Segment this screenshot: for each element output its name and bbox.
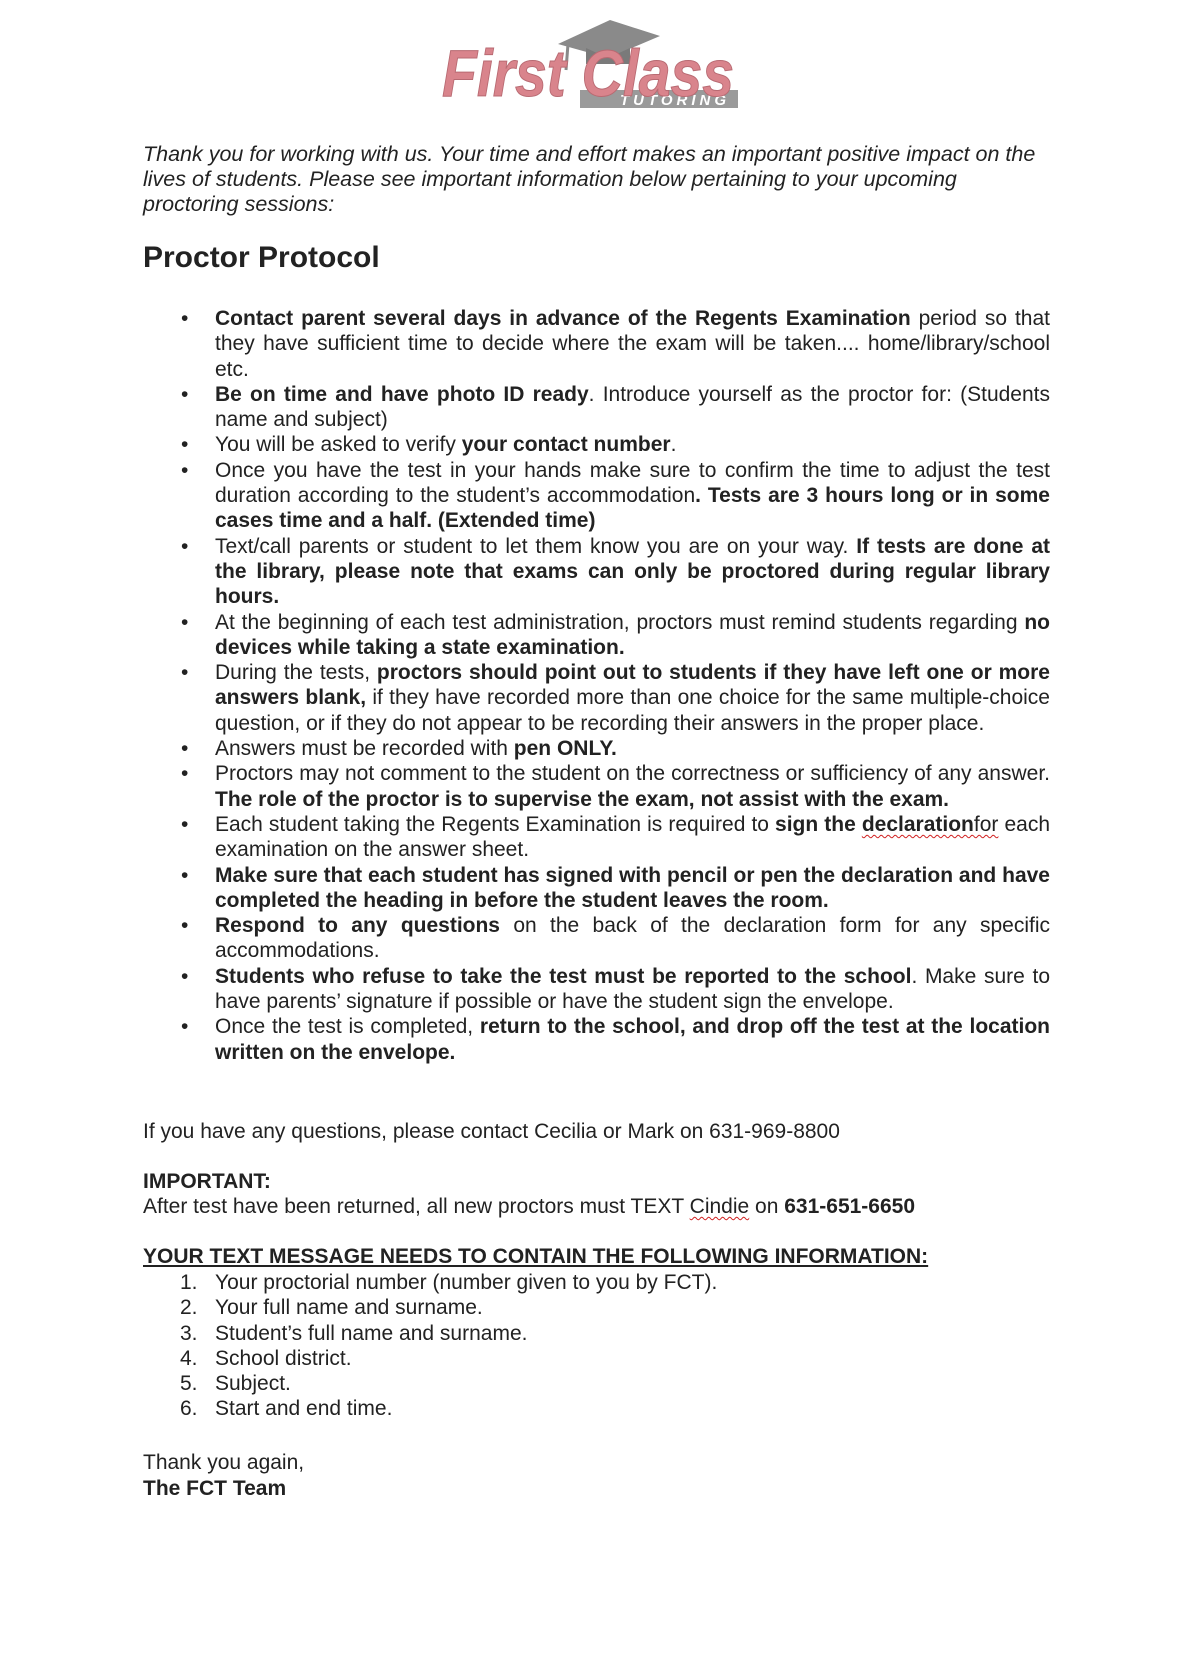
important-text-before: After test have been returned, all new proctors must TEXT bbox=[143, 1195, 690, 1218]
protocol-item-text: return to the school, and drop off the test at the location written on the envelope. bbox=[215, 1015, 1050, 1064]
protocol-item-text: . bbox=[670, 433, 677, 457]
protocol-item bbox=[215, 432, 1050, 457]
protocol-item bbox=[215, 812, 1050, 863]
requirement-number: 3. bbox=[180, 1321, 198, 1345]
protocol-item-text: if they have recorded more than one choice for the same multiple-choice question, or if they do not appear to be recording their answers in the proper place. bbox=[215, 686, 1050, 735]
closing-line: Thank you again, bbox=[143, 1451, 305, 1474]
requirement-text: Your full name and surname. bbox=[215, 1296, 483, 1320]
important-phone: 631-651-6650 bbox=[784, 1195, 916, 1218]
requirement-text: Start and end time. bbox=[215, 1397, 393, 1421]
protocol-item-text: Answers must be recorded with bbox=[215, 737, 514, 761]
protocol-item-text: Once the test is completed, bbox=[215, 1015, 480, 1039]
important-heading: IMPORTANT: bbox=[143, 1170, 271, 1193]
protocol-item-text: pen ONLY. bbox=[513, 737, 617, 761]
contact-line: If you have any questions, please contact Cecilia or Mark on 631-969-8800 bbox=[143, 1120, 840, 1143]
protocol-item-text: Be on time and have photo ID ready bbox=[215, 382, 589, 406]
requirement-item bbox=[180, 1346, 717, 1371]
protocol-item bbox=[215, 660, 1050, 736]
important-text bbox=[143, 1194, 915, 1219]
protocol-item bbox=[215, 736, 1050, 761]
protocol-item bbox=[215, 1014, 1050, 1065]
requirement-number: 4. bbox=[180, 1346, 198, 1370]
protocol-item bbox=[215, 610, 1050, 661]
protocol-item-text: sign the bbox=[775, 812, 862, 836]
message-requirements-list bbox=[180, 1270, 717, 1422]
protocol-item-text: declaration bbox=[861, 812, 974, 836]
protocol-item bbox=[215, 761, 1050, 812]
requirement-text: Subject. bbox=[215, 1372, 291, 1396]
protocol-item-text: You will be asked to verify bbox=[215, 433, 462, 457]
protocol-item-text: no devices while taking a state examination. bbox=[215, 610, 1050, 659]
protocol-item-text: proctors should point out to students if they have left one or more answers blank, bbox=[215, 661, 1050, 710]
protocol-item bbox=[215, 382, 1050, 433]
requirement-item bbox=[180, 1270, 717, 1295]
requirement-item bbox=[180, 1321, 717, 1346]
intro-paragraph: Thank you for working with us. Your time and effort makes an important positive impact on the lives of students. Please see important information below pertaining to your upcoming proctoring sessions: bbox=[143, 142, 1036, 216]
requirement-text: Your proctorial number (number given to you by FCT). bbox=[215, 1271, 718, 1294]
protocol-item-text: period so that they have sufficient time to decide where the exam will be taken.... home/library/school etc. bbox=[215, 307, 1050, 381]
protocol-item-text: At the beginning of each test administration, proctors must remind students regarding bbox=[215, 610, 1025, 634]
protocol-item bbox=[215, 913, 1050, 964]
protocol-item-text: Respond to any questions bbox=[215, 914, 500, 938]
requirement-text: Student’s full name and surname. bbox=[215, 1321, 528, 1345]
protocol-item bbox=[215, 964, 1050, 1015]
protocol-item-text: The role of the proctor is to supervise the exam, not assist with the exam. bbox=[215, 787, 950, 811]
protocol-item bbox=[215, 534, 1050, 610]
protocol-item bbox=[215, 863, 1050, 914]
logo-tagline: TUTORING bbox=[619, 92, 730, 109]
requirement-text: School district. bbox=[215, 1346, 352, 1370]
requirement-item bbox=[180, 1396, 717, 1421]
protocol-item-text: . Make sure to have parents’ signature if possible or have the student sign the envelope. bbox=[215, 964, 1050, 1014]
protocol-item-text: your contact number bbox=[461, 433, 671, 457]
logo-wordmark: First Class bbox=[442, 36, 734, 110]
protocol-item-text: on the back of the declaration form for any specific accommodations. bbox=[215, 914, 1050, 963]
protocol-item-text: each examination on the answer sheet. bbox=[215, 812, 1051, 862]
protocol-item-text: Make sure that each student has signed with pencil or pen the declaration and have completed the heading in before the student leaves the room. bbox=[215, 863, 1050, 912]
protocol-item bbox=[215, 458, 1050, 534]
protocol-item-text: During the tests, bbox=[215, 661, 377, 685]
requirement-item bbox=[180, 1371, 717, 1396]
protocol-list bbox=[215, 306, 1050, 1065]
contact-name: Cindie bbox=[689, 1195, 750, 1218]
protocol-item-text: . Tests are 3 hours long or in some cases time and a half. (Extended time) bbox=[215, 484, 1050, 533]
important-text-mid: on bbox=[749, 1195, 785, 1218]
protocol-item-text: Each student taking the Regents Examination is required to bbox=[215, 812, 776, 836]
protocol-item bbox=[215, 306, 1050, 382]
requirement-item bbox=[180, 1295, 717, 1320]
protocol-item-text: Proctors may not comment to the student on the correctness or sufficiency of any answer. bbox=[215, 762, 1050, 786]
requirement-number: 6. bbox=[180, 1397, 198, 1421]
protocol-item-text: Once you have the test in your hands make sure to confirm the time to adjust the test duration according to the student’s accommodation bbox=[215, 458, 1050, 508]
protocol-item-text: Text/call parents or student to let them know you are on your way. bbox=[215, 534, 857, 558]
requirement-number: 1. bbox=[180, 1271, 198, 1294]
protocol-item-text: . Introduce yourself as the proctor for: (Students name and subject) bbox=[215, 382, 1050, 432]
protocol-item-text: Contact parent several days in advance of the Regents Examination bbox=[215, 307, 911, 330]
page-title: Proctor Protocol bbox=[143, 241, 380, 274]
message-heading: YOUR TEXT MESSAGE NEEDS TO CONTAIN THE FOLLOWING INFORMATION: bbox=[143, 1245, 929, 1268]
requirement-number: 2. bbox=[180, 1296, 198, 1320]
first-class-tutoring-logo bbox=[440, 14, 740, 120]
protocol-item-text: If tests are done at the library, please note that exams can only be proctored during regular library hours. bbox=[215, 534, 1050, 609]
requirement-number: 5. bbox=[180, 1372, 198, 1396]
signoff: The FCT Team bbox=[143, 1477, 287, 1500]
protocol-item-text: for bbox=[973, 812, 999, 836]
protocol-item-text: Students who refuse to take the test must be reported to the school bbox=[215, 964, 912, 988]
